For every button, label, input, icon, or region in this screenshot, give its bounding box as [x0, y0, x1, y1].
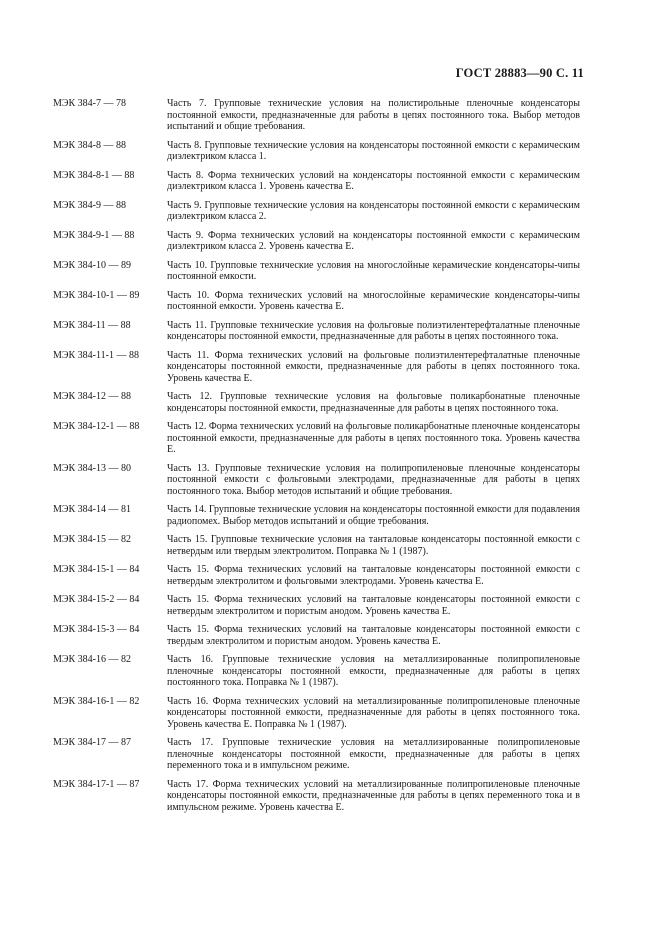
- standard-code: МЭК 384-15-2 — 84: [53, 594, 140, 605]
- standard-code: МЭК 384-15-1 — 84: [53, 564, 140, 575]
- standard-description: Часть 8. Групповые технические условия на конденсаторы постоянной емкости с керамическим диэлектриком класса 1.: [167, 139, 580, 162]
- standard-entry: [53, 391, 580, 414]
- standard-description: Часть 17. Групповые технические условия на металлизированные полипропиленовые пленочные конденсаторы постоянной емкости, предназначенные для работы в цепях переменного тока и в импульсном режиме.: [167, 737, 580, 771]
- standard-entry: [53, 290, 580, 313]
- standard-entry: [53, 350, 580, 385]
- standard-description: Часть 11. Групповые технические условия на фольговые полиэтилентерефталатные пленочные конденсаторы постоянной емкости, предназначенные для работы в цепях постоянного тока.: [167, 319, 580, 342]
- standard-description: Часть 17. Форма технических условий на металлизированные полипропиленовые пленочные конденсаторы постоянной емкости, предназначенные для работы в цепях переменного тока и в импульсном режиме. Уровень качества Е.: [167, 778, 580, 813]
- standard-description: Часть 16. Групповые технические условия на металлизированные полипропиленовые пленочные конденсаторы постоянной емкости, предназначенные для работы в цепях постоянного тока. Поправка № 1 (1987).: [167, 654, 580, 688]
- standard-description: Часть 14. Групповые технические условия на конденсаторы постоянной емкости для подавления радиопомех. Выбор методов испытаний и общие требования.: [167, 504, 580, 527]
- standard-code: МЭК 384-15-3 — 84: [53, 624, 140, 635]
- standard-entry: [53, 140, 580, 163]
- standard-description: Часть 9. Форма технических условий на конденсаторы постоянной емкости с керамическим диэлектриком класса 2. Уровень качества Е.: [167, 229, 580, 252]
- standard-entry: [53, 230, 580, 253]
- standard-code: МЭК 384-14 — 81: [53, 504, 131, 515]
- standard-entry: [53, 594, 580, 617]
- standard-entry: [53, 564, 580, 587]
- standard-entry: [53, 170, 580, 193]
- standard-code: МЭК 384-9-1 — 88: [53, 229, 135, 241]
- standard-description: Часть 11. Форма технических условий на фольговые полиэтилентерефталатные пленочные конденсаторы постоянной емкости, предназначенные для работы в цепях постоянного тока. Уровень качества Е.: [167, 349, 580, 384]
- standard-code: МЭК 384-12 — 88: [53, 391, 131, 402]
- standard-description: Часть 10. Форма технических условий на многослойные керамические конденсаторы-чипы постоянной емкости. Уровень качества Е.: [167, 289, 580, 312]
- standard-code: МЭК 384-11-1 — 88: [53, 349, 139, 361]
- standard-entry: [53, 260, 580, 283]
- standard-entry: [53, 98, 580, 133]
- standard-code: МЭК 384-12-1 — 88: [53, 421, 140, 432]
- standard-code: МЭК 384-8-1 — 88: [53, 169, 135, 181]
- standard-description: Часть 12. Форма технических условий на фольговые поликарбонатные пленочные конденсаторы постоянной емкости, предназначенные для работы в цепях постоянного тока. Уровень качества Е.: [167, 421, 580, 455]
- standard-entry: [53, 421, 580, 456]
- standard-code: МЭК 384-9 — 88: [53, 199, 126, 211]
- page-header: ГОСТ 28883—90 С. 11: [455, 66, 584, 80]
- standard-entry: [53, 779, 580, 814]
- standard-code: МЭК 384-17 — 87: [53, 737, 131, 748]
- standard-code: МЭК 384-15 — 82: [53, 534, 131, 545]
- standard-code: МЭК 384-16 — 82: [53, 654, 131, 665]
- standard-entry: [53, 200, 580, 223]
- standard-description: Часть 15. Форма технических условий на танталовые конденсаторы постоянной емкости с нетвердым электролитом и фольговыми электродами. Уровень качества Е.: [167, 564, 580, 587]
- standard-entry: [53, 696, 580, 731]
- standard-code: МЭК 384-10 — 89: [53, 259, 131, 271]
- standard-code: МЭК 384-13 — 80: [53, 462, 131, 474]
- standard-description: Часть 16. Форма технических условий на металлизированные полипропиленовые пленочные конденсаторы постоянной емкости, предназначенные для работы в цепях постоянного тока. Уровень качества Е. Поправка № 1 (1987).: [167, 695, 580, 730]
- standard-entry: [53, 654, 580, 689]
- standard-entry: [53, 463, 580, 498]
- standard-entry: [53, 320, 580, 343]
- standard-entry: [53, 504, 580, 527]
- standard-code: МЭК 384-10-1 — 89: [53, 289, 140, 301]
- standard-description: Часть 8. Форма технических условий на конденсаторы постоянной емкости с керамическим диэлектриком класса 1. Уровень качества Е.: [167, 169, 580, 192]
- standard-entry: [53, 624, 580, 647]
- standard-code: МЭК 384-16-1 — 82: [53, 695, 140, 707]
- standard-description: Часть 15. Форма технических условий на танталовые конденсаторы постоянной емкости с твердым электролитом и пористым анодом. Уровень качества Е.: [167, 624, 580, 647]
- standards-list: [53, 98, 580, 820]
- standard-code: МЭК 384-8 — 88: [53, 139, 126, 151]
- standard-description: Часть 10. Групповые технические условия на многослойные керамические конденсаторы-чипы постоянной емкости.: [167, 259, 580, 282]
- standard-code: МЭК 384-17-1 — 87: [53, 778, 140, 790]
- standard-entry: [53, 534, 580, 557]
- standard-description: Часть 12. Групповые технические условия на фольговые поликарбонатные пленочные конденсаторы постоянной емкости, предназначенные для работы в цепях постоянного тока.: [167, 391, 580, 414]
- standard-description: Часть 9. Групповые технические условия на конденсаторы постоянной емкости с керамическим диэлектриком класса 2.: [167, 199, 580, 222]
- standard-description: Часть 7. Групповые технические условия на полистирольные пленочные конденсаторы постоянной емкости, предназначенные для работы в цепях постоянного тока. Выбор методов испытаний и общие требования.: [167, 98, 580, 132]
- standard-description: Часть 13. Групповые технические условия на полипропиленовые пленочные конденсаторы постоянной емкости с фольговыми электродами, предназначенные для работы в цепях постоянного тока. Выбор методов испытаний и общие требования.: [167, 462, 580, 497]
- standard-code: МЭК 384-7 — 78: [53, 98, 126, 109]
- standard-code: МЭК 384-11 — 88: [53, 319, 131, 331]
- standard-description: Часть 15. Групповые технические условия на танталовые конденсаторы постоянной емкости с нетвердым или твердым электролитом. Поправка № 1 (1987).: [167, 534, 580, 557]
- standard-entry: [53, 737, 580, 772]
- standard-description: Часть 15. Форма технических условий на танталовые конденсаторы постоянной емкости с нетвердым электролитом и пористым анодом. Уровень качества Е.: [167, 594, 580, 617]
